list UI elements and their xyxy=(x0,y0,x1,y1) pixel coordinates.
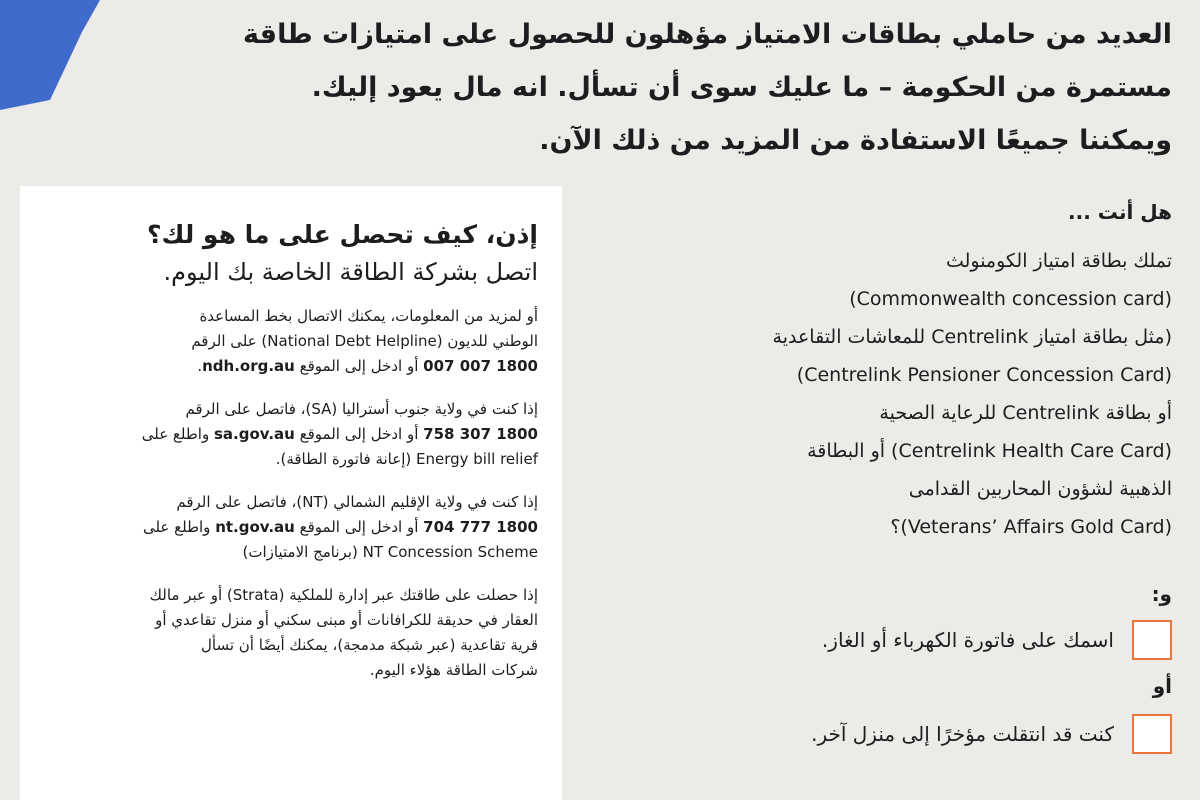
paragraph-northern-territory xyxy=(44,490,538,565)
intro-line: العديد من حاملي بطاقات الامتياز مؤهلون للحصول على امتيازات طاقة xyxy=(243,19,1172,50)
phone-number[interactable]: 1800 307 758 xyxy=(423,425,538,443)
condition-line: الذهبية لشؤون المحاربين القدامى xyxy=(908,478,1172,500)
condition-line: (Centrelink Pensioner Concession Card) xyxy=(796,364,1172,386)
paragraph-south-australia xyxy=(44,397,538,472)
paragraph-national-debt-helpline xyxy=(44,304,538,379)
intro-text xyxy=(172,8,1172,167)
para-text: واطلع على xyxy=(141,425,214,443)
checkbox-recently-moved[interactable] xyxy=(1132,714,1172,754)
para-text: أو ادخل إلى الموقع xyxy=(294,518,424,536)
intro-line: ويمكننا جميعًا الاستفادة من المزيد من ذلك الآن. xyxy=(539,125,1172,156)
checkbox-name-on-bill[interactable] xyxy=(1132,620,1172,660)
phone-number[interactable]: 1800 007 007 xyxy=(423,357,538,375)
contact-info-panel xyxy=(20,186,562,800)
para-line xyxy=(44,354,538,379)
and-label: و: xyxy=(1151,582,1172,606)
para-line xyxy=(44,422,538,447)
para-line: إذا كنت في ولاية جنوب أستراليا (SA)، فاتصل على الرقم xyxy=(185,400,538,418)
corner-decoration xyxy=(0,0,110,110)
para-line: Energy bill relief (إعانة فاتورة الطاقة). xyxy=(275,450,538,468)
panel-title: إذن، كيف تحصل على ما هو لك؟ xyxy=(147,220,538,249)
question-heading: هل أنت ... xyxy=(1068,200,1172,224)
condition-line: (Commonwealth concession card) xyxy=(849,288,1172,310)
para-line: شركات الطاقة هؤلاء اليوم. xyxy=(369,661,538,679)
option-label: اسمك على فاتورة الكهرباء أو الغاز. xyxy=(821,628,1114,652)
option-label: كنت قد انتقلت مؤخرًا إلى منزل آخر. xyxy=(811,722,1114,746)
para-text: أو ادخل إلى الموقع xyxy=(294,357,424,375)
condition-line: (Veterans’ Affairs Gold Card)؟ xyxy=(890,516,1172,538)
eligibility-checklist xyxy=(612,192,1172,754)
para-text: واطلع على xyxy=(142,518,216,536)
paragraph-strata xyxy=(44,583,538,683)
panel-subtitle: اتصل بشركة الطاقة الخاصة بك اليوم. xyxy=(163,258,538,286)
para-text: . xyxy=(197,357,203,375)
phone-number[interactable]: 1800 777 704 xyxy=(423,518,538,536)
para-line: العقار في حديقة للكرافانات أو مبنى سكني أو منزل تقاعدي أو xyxy=(155,611,538,629)
para-line: إذا كنت في ولاية الإقليم الشمالي (NT)، فاتصل على الرقم xyxy=(176,493,538,511)
condition-line: (Centrelink Health Care Card) أو البطاقة xyxy=(807,440,1172,462)
para-text: أو ادخل إلى الموقع xyxy=(294,425,424,443)
para-line: الوطني للديون (National Debt Helpline) على الرقم xyxy=(191,332,538,350)
condition-line: أو بطاقة Centrelink للرعاية الصحية xyxy=(879,402,1172,424)
intro-line: مستمرة من الحكومة – ما عليك سوى أن تسأل. انه مال يعود إليك. xyxy=(311,72,1172,103)
para-line: أو لمزيد من المعلومات، يمكنك الاتصال بخط المساعدة xyxy=(199,307,538,325)
website-link[interactable]: nt.gov.au xyxy=(215,518,295,536)
para-line: NT Concession Scheme (برنامج الامتيازات) xyxy=(242,543,538,561)
para-line: إذا حصلت على طاقتك عبر إدارة للملكية (Strata) أو عبر مالك xyxy=(149,586,538,604)
website-link[interactable]: sa.gov.au xyxy=(214,425,295,443)
or-label: أو xyxy=(1152,674,1172,698)
concession-card-condition xyxy=(612,242,1172,546)
para-line xyxy=(44,515,538,540)
option-recently-moved xyxy=(612,714,1172,754)
option-name-on-bill xyxy=(612,620,1172,660)
condition-line: (مثل بطاقة امتياز Centrelink للمعاشات التقاعدية xyxy=(772,326,1172,348)
condition-line: تملك بطاقة امتياز الكومنولث xyxy=(945,250,1172,272)
website-link[interactable]: ndh.org.au xyxy=(202,357,295,375)
para-line: قرية تقاعدية (عبر شبكة مدمجة)، يمكنك أيضًا أن تسأل xyxy=(201,636,538,654)
